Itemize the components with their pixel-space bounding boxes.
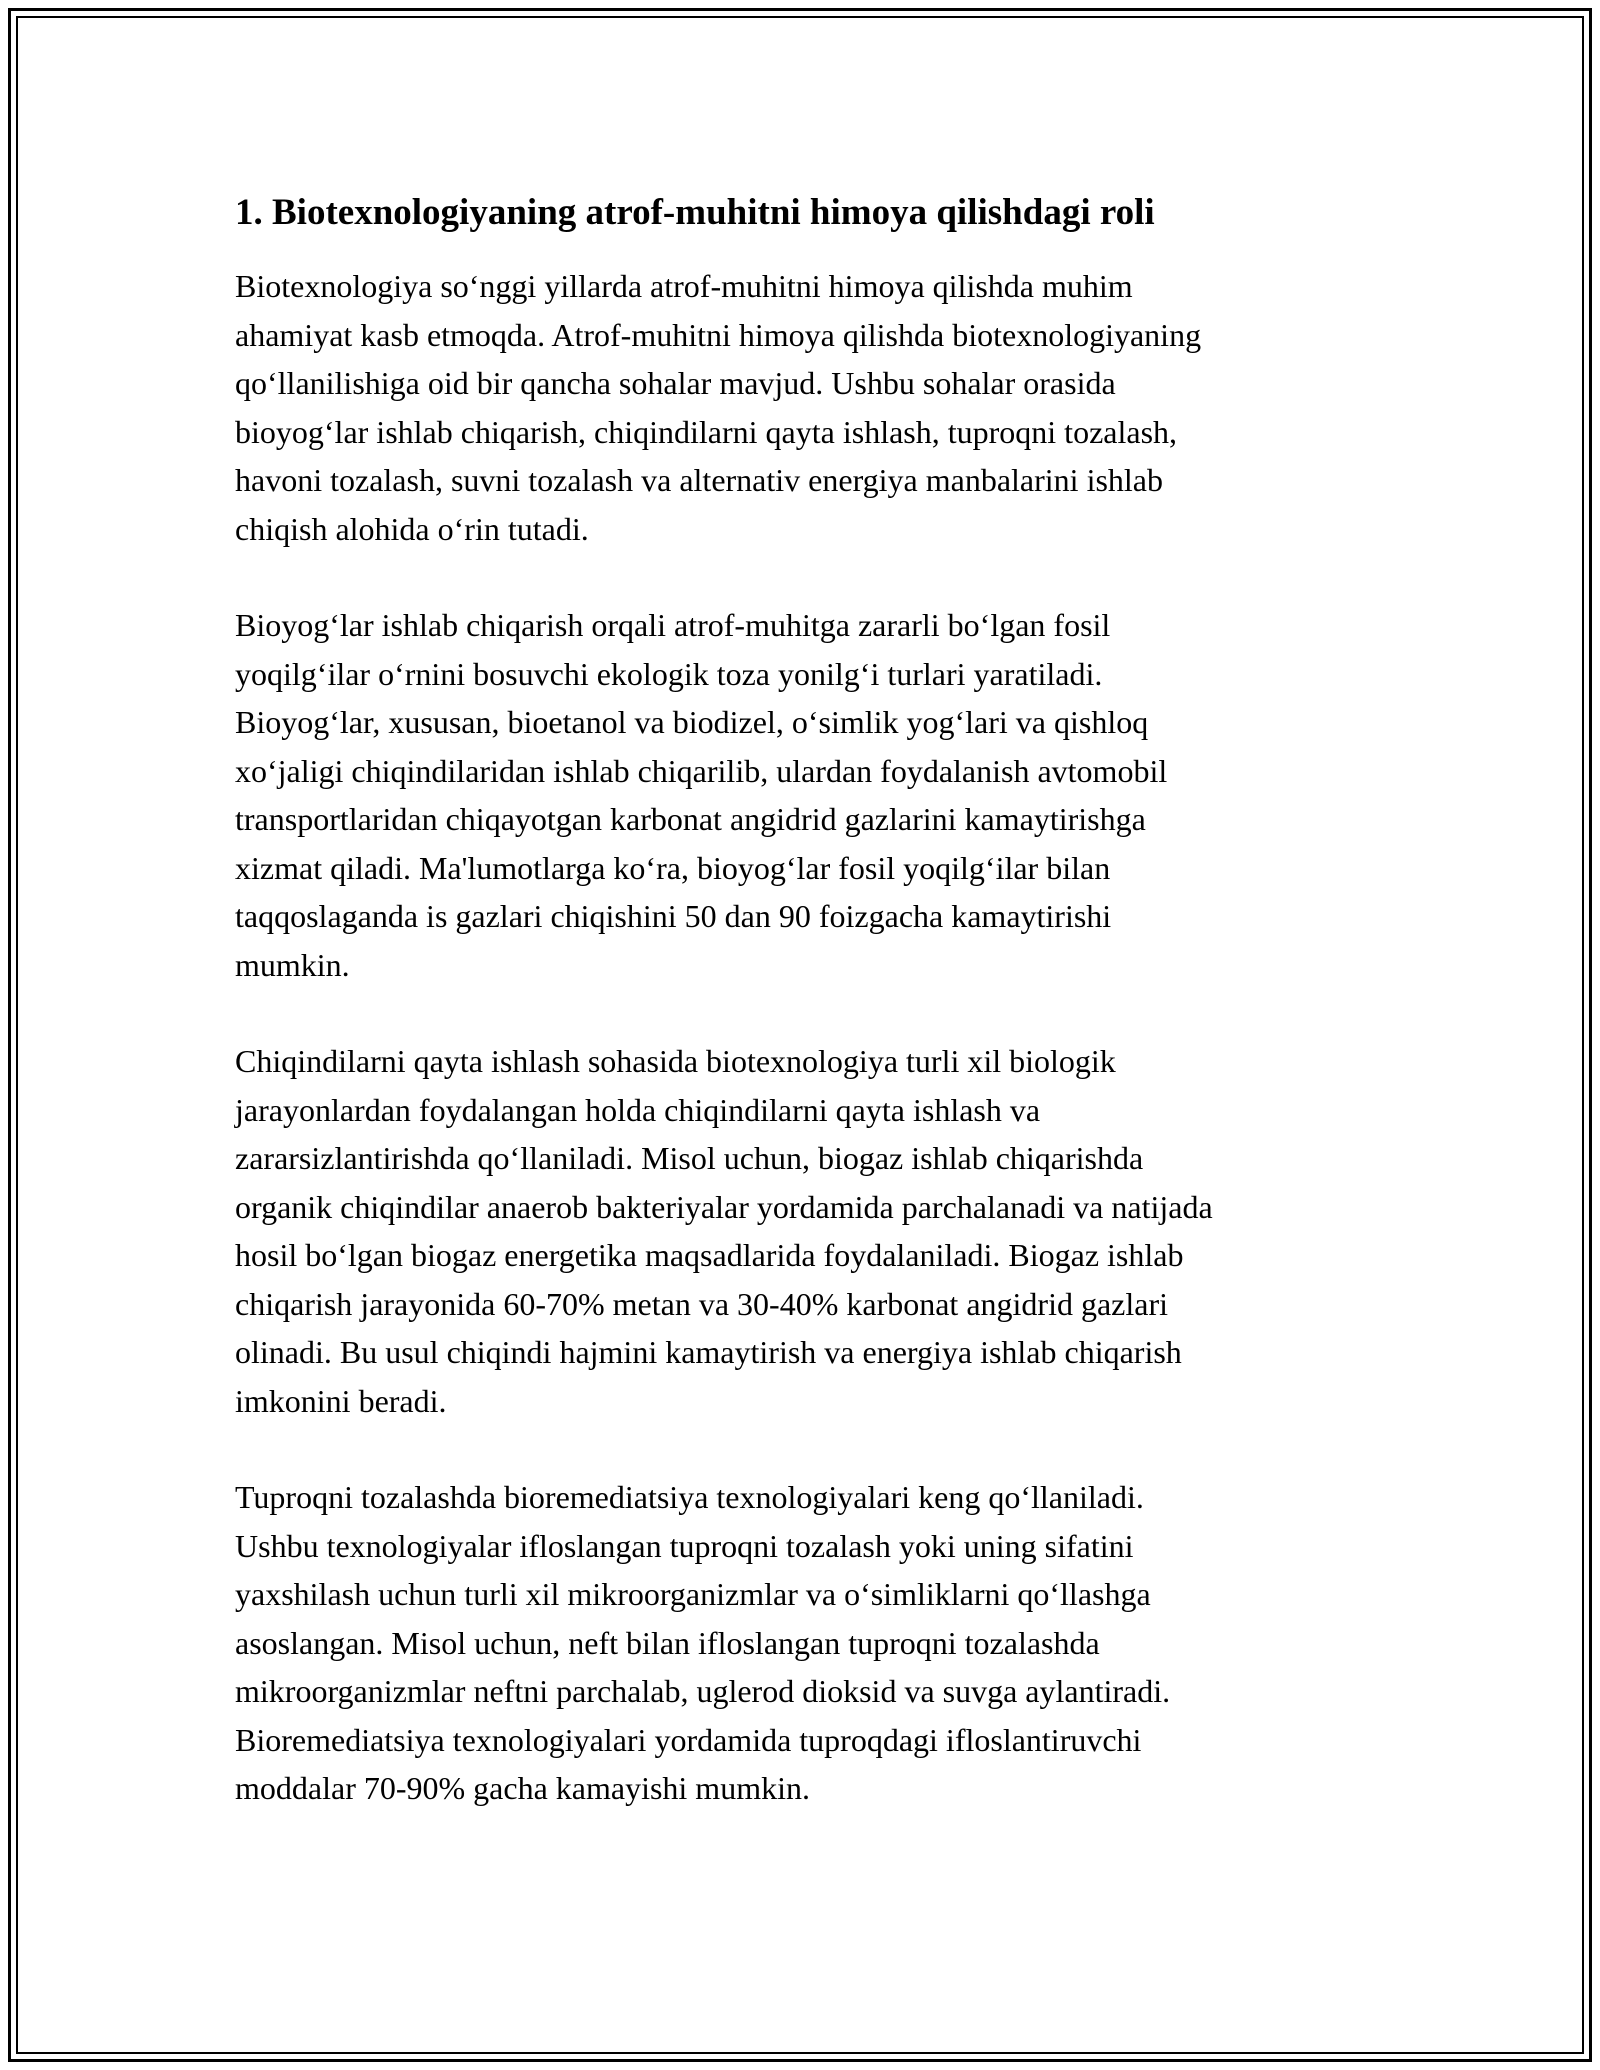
text-line: ahamiyat kasb etmoqda. Atrof-muhitni himoya qilishda biotexnologiyaning xyxy=(235,316,1202,353)
text-line: Bioyog‘lar, xususan, bioetanol va biodizel, o‘simlik yog‘lari va qishloq xyxy=(235,704,1149,740)
text-line: asoslangan. Misol uchun, neft bilan ifloslangan tuproqni tozalashda xyxy=(235,1624,1100,1661)
text-line: mikroorganizmlar neftni parchalab, uglerod dioksid va suvga aylantiradi. xyxy=(235,1673,1171,1709)
paragraph-intro xyxy=(235,262,1365,553)
text-line: yaxshilash uchun turli xil mikroorganizmlar va o‘simliklarni qo‘llashga xyxy=(235,1576,1151,1612)
text-line: Bioremediatsiya texnologiyalari yordamida tuproqdagi ifloslantiruvchi xyxy=(235,1721,1142,1758)
text-line: xo‘jaligi chiqindilaridan ishlab chiqarilib, ulardan foydalanish avtomobil xyxy=(235,752,1168,789)
paragraph-waste-recycling xyxy=(235,1037,1365,1425)
text-line: Biotexnologiya so‘nggi yillarda atrof-muhitni himoya qilishda muhim xyxy=(235,268,1133,304)
paragraph-biofuels xyxy=(235,601,1365,989)
text-line: yoqilg‘ilar o‘rnini bosuvchi ekologik toza yonilg‘i turlari yaratiladi. xyxy=(235,655,1103,692)
text-line: olinadi. Bu usul chiqindi hajmini kamaytirish va energiya ishlab chiqarish xyxy=(235,1334,1182,1370)
text-line: organik chiqindilar anaerob bakteriyalar yordamida parchalanadi va natijada xyxy=(235,1188,1213,1225)
text-line: bioyog‘lar ishlab chiqarish, chiqindilarni qayta ishlash, tuproqni tozalash, xyxy=(235,413,1178,450)
text-line: qo‘llanilishiga oid bir qancha sohalar mavjud. Ushbu sohalar orasida xyxy=(235,365,1116,401)
text-line: hosil bo‘lgan biogaz energetika maqsadlarida foydalaniladi. Biogaz ishlab xyxy=(235,1237,1184,1273)
section-heading: 1. Biotexnologiyaning atrof-muhitni himoya qilishdagi roli xyxy=(235,192,1155,233)
text-line: Ushbu texnologiyalar ifloslangan tuproqni tozalash yoki uning sifatini xyxy=(235,1527,1134,1564)
text-line: Chiqindilarni qayta ishlash sohasida biotexnologiya turli xil biologik xyxy=(235,1043,1116,1079)
text-line: jarayonlardan foydalangan holda chiqindilarni qayta ishlash va xyxy=(235,1091,1041,1128)
text-line: imkonini beradi. xyxy=(235,1382,447,1419)
text-line: moddalar 70-90% gacha kamayishi mumkin. xyxy=(235,1770,810,1806)
text-line: Bioyog‘lar ishlab chiqarish orqali atrof-muhitga zararli bo‘lgan fosil xyxy=(235,607,1111,643)
document-body xyxy=(235,186,1365,1861)
text-line: chiqarish jarayonida 60-70% metan va 30-40% karbonat angidrid gazlari xyxy=(235,1285,1168,1322)
text-line: havoni tozalash, suvni tozalash va alternativ energiya manbalarini ishlab xyxy=(235,462,1163,498)
paragraph-soil-remediation xyxy=(235,1473,1365,1813)
text-line: zararsizlantirishda qo‘llaniladi. Misol uchun, biogaz ishlab chiqarishda xyxy=(235,1140,1144,1176)
text-line: xizmat qiladi. Ma'lumotlarga ko‘ra, bioyog‘lar fosil yoqilg‘ilar bilan xyxy=(235,849,1111,886)
text-line: mumkin. xyxy=(235,946,350,983)
text-line: transportlaridan chiqayotgan karbonat angidrid gazlarini kamaytirishga xyxy=(235,801,1146,837)
text-line: taqqoslaganda is gazlari chiqishini 50 dan 90 foizgacha kamaytirishi xyxy=(235,898,1112,934)
text-line: Tuproqni tozalashda bioremediatsiya texnologiyalari keng qo‘llaniladi. xyxy=(235,1479,1144,1515)
text-line: chiqish alohida o‘rin tutadi. xyxy=(235,510,589,547)
